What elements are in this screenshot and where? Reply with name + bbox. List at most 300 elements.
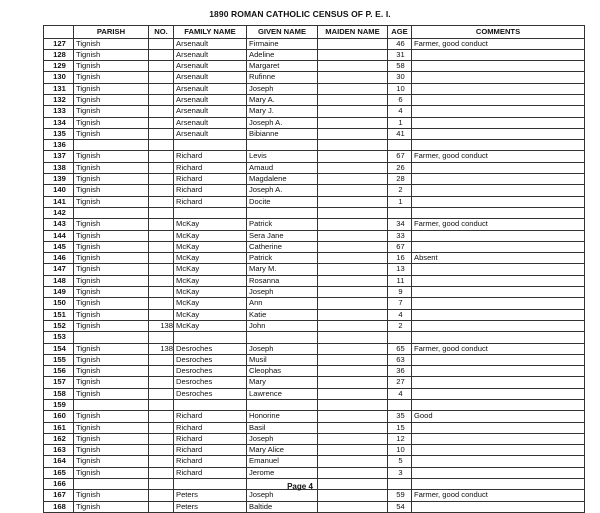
age-cell: 35 xyxy=(388,411,412,422)
age-cell: 2 xyxy=(388,320,412,331)
given-name-cell: John xyxy=(247,320,318,331)
maiden-name-cell xyxy=(318,241,388,252)
family-name-cell xyxy=(174,207,247,218)
family-name-cell: Richard xyxy=(174,467,247,478)
maiden-name-cell xyxy=(318,354,388,365)
parish-cell: Tignish xyxy=(74,61,149,72)
row-number: 150 xyxy=(44,298,74,309)
parish-cell: Tignish xyxy=(74,264,149,275)
no-cell xyxy=(149,501,174,512)
no-cell xyxy=(149,411,174,422)
given-name-cell: Docite xyxy=(247,196,318,207)
row-number: 148 xyxy=(44,275,74,286)
table-row xyxy=(44,298,585,309)
family-name-cell: Richard xyxy=(174,174,247,185)
comments-cell xyxy=(412,287,585,298)
given-name-cell: Amaud xyxy=(247,162,318,173)
comments-cell xyxy=(412,162,585,173)
family-name-cell: Desroches xyxy=(174,366,247,377)
header-given-name: GIVEN NAME xyxy=(247,26,318,39)
comments-cell xyxy=(412,298,585,309)
family-name-cell: McKay xyxy=(174,275,247,286)
table-row xyxy=(44,332,585,343)
table-row xyxy=(44,140,585,151)
parish-cell: Tignish xyxy=(74,49,149,60)
no-cell xyxy=(149,207,174,218)
comments-cell xyxy=(412,445,585,456)
comments-cell xyxy=(412,456,585,467)
parish-cell: Tignish xyxy=(74,388,149,399)
family-name-cell: Desroches xyxy=(174,354,247,365)
family-name-cell: Desroches xyxy=(174,388,247,399)
parish-cell: Tignish xyxy=(74,433,149,444)
family-name-cell: McKay xyxy=(174,298,247,309)
maiden-name-cell xyxy=(318,83,388,94)
age-cell: 10 xyxy=(388,83,412,94)
given-name-cell xyxy=(247,207,318,218)
table-row xyxy=(44,162,585,173)
parish-cell: Tignish xyxy=(74,106,149,117)
family-name-cell xyxy=(174,400,247,411)
comments-cell: Farmer, good conduct xyxy=(412,219,585,230)
row-number: 145 xyxy=(44,241,74,252)
table-row xyxy=(44,38,585,49)
age-cell: 26 xyxy=(388,162,412,173)
table-row xyxy=(44,501,585,512)
age-cell: 33 xyxy=(388,230,412,241)
given-name-cell xyxy=(247,332,318,343)
maiden-name-cell xyxy=(318,366,388,377)
no-cell xyxy=(149,185,174,196)
row-number: 143 xyxy=(44,219,74,230)
given-name-cell: Joseph xyxy=(247,83,318,94)
maiden-name-cell xyxy=(318,94,388,105)
family-name-cell: Richard xyxy=(174,185,247,196)
maiden-name-cell xyxy=(318,207,388,218)
comments-cell: Farmer, good conduct xyxy=(412,490,585,501)
page-number: Page 4 xyxy=(287,482,313,491)
row-number: 160 xyxy=(44,411,74,422)
no-cell xyxy=(149,38,174,49)
family-name-cell: Richard xyxy=(174,411,247,422)
no-cell xyxy=(149,490,174,501)
maiden-name-cell xyxy=(318,433,388,444)
given-name-cell: Joseph xyxy=(247,433,318,444)
header-family-name: FAMILY NAME xyxy=(174,26,247,39)
row-number: 133 xyxy=(44,106,74,117)
given-name-cell: Sera Jane xyxy=(247,230,318,241)
table-row xyxy=(44,61,585,72)
header-maiden-name: MAIDEN NAME xyxy=(318,26,388,39)
row-number: 140 xyxy=(44,185,74,196)
comments-cell xyxy=(412,467,585,478)
parish-cell: Tignish xyxy=(74,456,149,467)
no-cell xyxy=(149,162,174,173)
row-number: 155 xyxy=(44,354,74,365)
parish-cell: Tignish xyxy=(74,490,149,501)
maiden-name-cell xyxy=(318,501,388,512)
age-cell: 34 xyxy=(388,219,412,230)
comments-cell xyxy=(412,366,585,377)
no-cell xyxy=(149,49,174,60)
comments-cell xyxy=(412,128,585,139)
no-cell xyxy=(149,275,174,286)
family-name-cell: Desroches xyxy=(174,377,247,388)
parish-cell: Tignish xyxy=(74,128,149,139)
comments-cell xyxy=(412,422,585,433)
maiden-name-cell xyxy=(318,219,388,230)
table-row xyxy=(44,388,585,399)
family-name-cell: Peters xyxy=(174,501,247,512)
no-cell xyxy=(149,445,174,456)
no-cell xyxy=(149,61,174,72)
given-name-cell: Cleophas xyxy=(247,366,318,377)
row-number: 159 xyxy=(44,400,74,411)
table-row xyxy=(44,128,585,139)
given-name-cell: Musil xyxy=(247,354,318,365)
comments-cell xyxy=(412,320,585,331)
given-name-cell xyxy=(247,400,318,411)
given-name-cell: Katie xyxy=(247,309,318,320)
family-name-cell: Richard xyxy=(174,162,247,173)
age-cell: 67 xyxy=(388,151,412,162)
age-cell: 9 xyxy=(388,287,412,298)
row-number: 149 xyxy=(44,287,74,298)
given-name-cell: Baltide xyxy=(247,501,318,512)
census-body xyxy=(44,38,585,512)
maiden-name-cell xyxy=(318,128,388,139)
row-number: 132 xyxy=(44,94,74,105)
maiden-name-cell xyxy=(318,117,388,128)
row-number: 142 xyxy=(44,207,74,218)
family-name-cell: Desroches xyxy=(174,343,247,354)
table-row xyxy=(44,287,585,298)
family-name-cell: Arsenault xyxy=(174,128,247,139)
no-cell xyxy=(149,151,174,162)
age-cell xyxy=(388,207,412,218)
parish-cell: Tignish xyxy=(74,377,149,388)
comments-cell xyxy=(412,400,585,411)
comments-cell: Farmer, good conduct xyxy=(412,343,585,354)
comments-cell xyxy=(412,377,585,388)
maiden-name-cell xyxy=(318,162,388,173)
parish-cell: Tignish xyxy=(74,94,149,105)
table-row xyxy=(44,264,585,275)
maiden-name-cell xyxy=(318,320,388,331)
no-cell xyxy=(149,366,174,377)
given-name-cell: Jerome xyxy=(247,467,318,478)
given-name-cell: Patrick xyxy=(247,253,318,264)
no-cell xyxy=(149,94,174,105)
age-cell: 1 xyxy=(388,196,412,207)
given-name-cell: Joseph xyxy=(247,490,318,501)
given-name-cell: Catherine xyxy=(247,241,318,252)
given-name-cell: Adeline xyxy=(247,49,318,60)
age-cell: 2 xyxy=(388,185,412,196)
table-row xyxy=(44,411,585,422)
given-name-cell: Mary A. xyxy=(247,94,318,105)
age-cell: 41 xyxy=(388,128,412,139)
row-number: 135 xyxy=(44,128,74,139)
no-cell xyxy=(149,83,174,94)
table-row xyxy=(44,174,585,185)
family-name-cell: McKay xyxy=(174,241,247,252)
maiden-name-cell xyxy=(318,49,388,60)
no-cell xyxy=(149,174,174,185)
parish-cell: Tignish xyxy=(74,219,149,230)
age-cell: 31 xyxy=(388,49,412,60)
age-cell: 46 xyxy=(388,38,412,49)
no-cell xyxy=(149,354,174,365)
family-name-cell: McKay xyxy=(174,287,247,298)
maiden-name-cell xyxy=(318,332,388,343)
family-name-cell: Arsenault xyxy=(174,117,247,128)
row-number: 157 xyxy=(44,377,74,388)
comments-cell xyxy=(412,174,585,185)
family-name-cell: McKay xyxy=(174,230,247,241)
table-row xyxy=(44,275,585,286)
parish-cell: Tignish xyxy=(74,162,149,173)
given-name-cell: Rosanna xyxy=(247,275,318,286)
table-row xyxy=(44,196,585,207)
parish-cell: Tignish xyxy=(74,196,149,207)
row-number: 146 xyxy=(44,253,74,264)
family-name-cell: Arsenault xyxy=(174,106,247,117)
row-number: 167 xyxy=(44,490,74,501)
age-cell: 54 xyxy=(388,501,412,512)
no-cell xyxy=(149,128,174,139)
age-cell: 10 xyxy=(388,445,412,456)
table-row xyxy=(44,72,585,83)
row-number: 156 xyxy=(44,366,74,377)
maiden-name-cell xyxy=(318,377,388,388)
no-cell xyxy=(149,196,174,207)
family-name-cell: Arsenault xyxy=(174,49,247,60)
no-cell xyxy=(149,72,174,83)
given-name-cell: Levis xyxy=(247,151,318,162)
family-name-cell: Richard xyxy=(174,151,247,162)
parish-cell: Tignish xyxy=(74,275,149,286)
no-cell xyxy=(149,117,174,128)
row-number: 154 xyxy=(44,343,74,354)
row-number: 130 xyxy=(44,72,74,83)
comments-cell xyxy=(412,309,585,320)
maiden-name-cell xyxy=(318,174,388,185)
table-row xyxy=(44,253,585,264)
parish-cell: Tignish xyxy=(74,320,149,331)
given-name-cell: Joseph A. xyxy=(247,117,318,128)
table-row xyxy=(44,366,585,377)
row-number: 152 xyxy=(44,320,74,331)
given-name-cell: Mary J. xyxy=(247,106,318,117)
family-name-cell: Arsenault xyxy=(174,94,247,105)
table-row xyxy=(44,377,585,388)
row-number: 134 xyxy=(44,117,74,128)
table-row xyxy=(44,241,585,252)
no-cell xyxy=(149,456,174,467)
table-row xyxy=(44,49,585,60)
comments-cell: Good xyxy=(412,411,585,422)
no-cell xyxy=(149,253,174,264)
maiden-name-cell xyxy=(318,253,388,264)
parish-cell: Tignish xyxy=(74,343,149,354)
table-row xyxy=(44,400,585,411)
comments-cell xyxy=(412,264,585,275)
maiden-name-cell xyxy=(318,467,388,478)
no-cell xyxy=(149,287,174,298)
parish-cell: Tignish xyxy=(74,287,149,298)
row-number: 158 xyxy=(44,388,74,399)
page-title: 1890 ROMAN CATHOLIC CENSUS OF P. E. I. xyxy=(209,9,391,19)
table-row xyxy=(44,151,585,162)
parish-cell: Tignish xyxy=(74,72,149,83)
row-number: 168 xyxy=(44,501,74,512)
row-number: 161 xyxy=(44,422,74,433)
given-name-cell xyxy=(247,140,318,151)
age-cell: 36 xyxy=(388,366,412,377)
family-name-cell: Arsenault xyxy=(174,83,247,94)
given-name-cell: Emanuel xyxy=(247,456,318,467)
maiden-name-cell xyxy=(318,343,388,354)
comments-cell: Farmer, good conduct xyxy=(412,151,585,162)
age-cell: 12 xyxy=(388,433,412,444)
comments-cell xyxy=(412,207,585,218)
family-name-cell xyxy=(174,332,247,343)
table-row xyxy=(44,230,585,241)
row-number: 136 xyxy=(44,140,74,151)
age-cell: 3 xyxy=(388,467,412,478)
header-comments: COMMENTS xyxy=(412,26,585,39)
parish-cell: Tignish xyxy=(74,253,149,264)
maiden-name-cell xyxy=(318,196,388,207)
given-name-cell: Mary xyxy=(247,377,318,388)
header-row xyxy=(44,26,585,39)
maiden-name-cell xyxy=(318,490,388,501)
no-cell xyxy=(149,298,174,309)
parish-cell: Tignish xyxy=(74,298,149,309)
header-no: NO. xyxy=(149,26,174,39)
parish-cell: Tignish xyxy=(74,174,149,185)
comments-cell xyxy=(412,140,585,151)
comments-cell xyxy=(412,196,585,207)
row-number: 137 xyxy=(44,151,74,162)
age-cell: 67 xyxy=(388,241,412,252)
parish-cell xyxy=(74,400,149,411)
table-row xyxy=(44,309,585,320)
table-row xyxy=(44,343,585,354)
comments-cell xyxy=(412,332,585,343)
no-cell xyxy=(149,230,174,241)
comments-cell xyxy=(412,241,585,252)
maiden-name-cell xyxy=(318,185,388,196)
maiden-name-cell xyxy=(318,309,388,320)
table-row xyxy=(44,456,585,467)
census-table xyxy=(43,25,585,513)
table-row xyxy=(44,320,585,331)
age-cell: 4 xyxy=(388,106,412,117)
header-age: AGE xyxy=(388,26,412,39)
given-name-cell: Lawrence xyxy=(247,388,318,399)
comments-cell xyxy=(412,106,585,117)
parish-cell: Tignish xyxy=(74,445,149,456)
maiden-name-cell xyxy=(318,72,388,83)
parish-cell xyxy=(74,140,149,151)
table-row xyxy=(44,354,585,365)
table-row xyxy=(44,433,585,444)
no-cell xyxy=(149,106,174,117)
table-row xyxy=(44,94,585,105)
comments-cell xyxy=(412,388,585,399)
table-row xyxy=(44,467,585,478)
parish-cell xyxy=(74,332,149,343)
table-row xyxy=(44,490,585,501)
given-name-cell: Mary M. xyxy=(247,264,318,275)
maiden-name-cell xyxy=(318,106,388,117)
family-name-cell: Arsenault xyxy=(174,38,247,49)
family-name-cell: Richard xyxy=(174,196,247,207)
maiden-name-cell xyxy=(318,388,388,399)
no-cell xyxy=(149,140,174,151)
no-cell xyxy=(149,332,174,343)
age-cell: 13 xyxy=(388,264,412,275)
no-cell xyxy=(149,388,174,399)
comments-cell xyxy=(412,275,585,286)
maiden-name-cell xyxy=(318,287,388,298)
no-cell: 138 xyxy=(149,343,174,354)
comments-cell xyxy=(412,72,585,83)
maiden-name-cell xyxy=(318,400,388,411)
no-cell: 138 xyxy=(149,320,174,331)
parish-cell: Tignish xyxy=(74,83,149,94)
table-row xyxy=(44,117,585,128)
family-name-cell: McKay xyxy=(174,320,247,331)
family-name-cell: Arsenault xyxy=(174,61,247,72)
parish-cell: Tignish xyxy=(74,38,149,49)
no-cell xyxy=(149,400,174,411)
family-name-cell: Peters xyxy=(174,490,247,501)
age-cell: 5 xyxy=(388,456,412,467)
maiden-name-cell xyxy=(318,230,388,241)
parish-cell: Tignish xyxy=(74,241,149,252)
family-name-cell xyxy=(174,140,247,151)
parish-cell xyxy=(74,207,149,218)
maiden-name-cell xyxy=(318,275,388,286)
parish-cell: Tignish xyxy=(74,467,149,478)
given-name-cell: Honorine xyxy=(247,411,318,422)
row-number: 144 xyxy=(44,230,74,241)
maiden-name-cell xyxy=(318,264,388,275)
parish-cell: Tignish xyxy=(74,501,149,512)
comments-cell: Absent xyxy=(412,253,585,264)
table-row xyxy=(44,422,585,433)
age-cell: 59 xyxy=(388,490,412,501)
parish-cell: Tignish xyxy=(74,185,149,196)
row-number: 128 xyxy=(44,49,74,60)
maiden-name-cell xyxy=(318,61,388,72)
comments-cell xyxy=(412,94,585,105)
no-cell xyxy=(149,467,174,478)
table-row xyxy=(44,207,585,218)
given-name-cell: Joseph xyxy=(247,287,318,298)
row-number: 164 xyxy=(44,456,74,467)
maiden-name-cell xyxy=(318,38,388,49)
row-number: 153 xyxy=(44,332,74,343)
family-name-cell: Richard xyxy=(174,456,247,467)
comments-cell xyxy=(412,49,585,60)
row-number: 151 xyxy=(44,309,74,320)
maiden-name-cell xyxy=(318,140,388,151)
row-number: 166 xyxy=(44,479,74,490)
